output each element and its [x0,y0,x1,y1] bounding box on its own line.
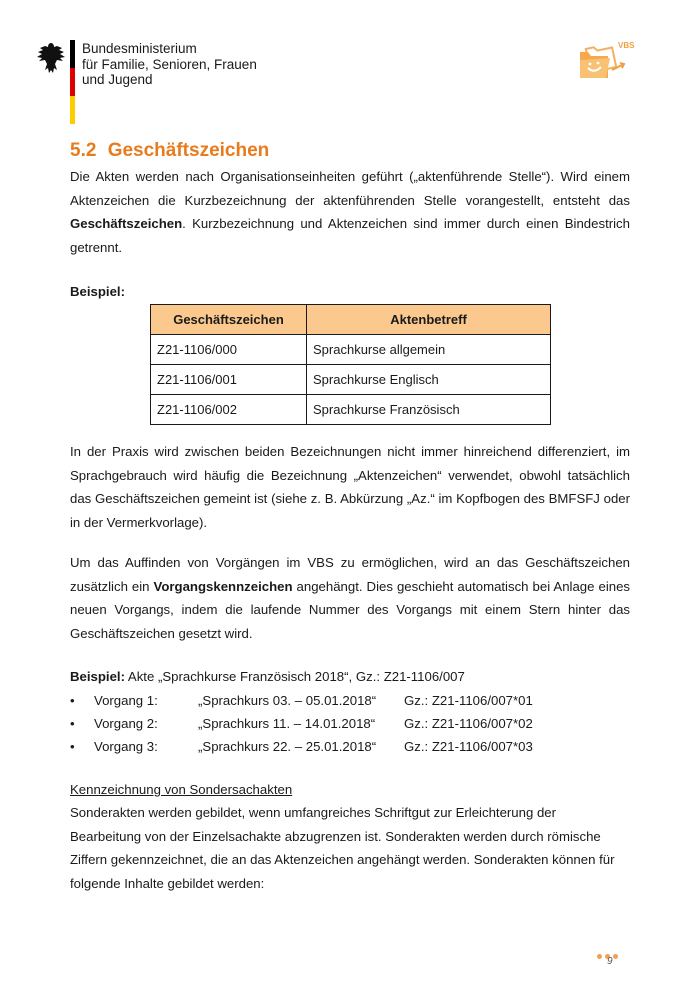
example2-line [70,665,630,689]
vorgang-kurs: „Sprachkurs 11. – 14.01.2018“ [198,716,376,731]
federal-eagle-logo [36,40,66,76]
table-header-cell: Aktenbetreff [307,305,551,335]
vorgang-gz: Gz.: Z21-1106/007*02 [404,716,533,731]
table-cell: Z21-1106/000 [151,335,307,365]
vorgang-label: Vorgang 2: [94,716,158,731]
bullet-icon: • [70,716,75,731]
table-cell: Sprachkurse Französisch [307,395,551,425]
vorgang-label: Vorgang 1: [94,693,158,708]
vbs-text-end: angehängt. Dies geschieht automatisch bei Anlage eines neuen Vorgangs, indem die laufende Nummer des Vorgangs mit einem Stern hinter das Geschäftszeichen gesetzt wird. [70,578,631,641]
practice-paragraph: In der Praxis wird zwischen beiden Bezeichnungen nicht immer hinreichend differenziert, im Sprachgebrauch wird häufig die Bezeichnung „Aktenzeichen“ verwendet, obwohl tatsächlich das Geschäftszeichen gemeint ist (siehe z. B. Abkürzung „Az.“ im Kopfbogen des BMFSFJ oder in der Vermerkvorlage). [70,444,630,530]
sonder-title: Kennzeichnung von Sondersachakten [70,782,293,797]
table-header-cell: Geschäftszeichen [151,305,307,335]
table-row [151,365,551,395]
german-flag-stripe [70,40,75,124]
table-cell: Z21-1106/001 [151,365,307,395]
section-heading [70,140,269,162]
bullet-icon: • [70,739,75,754]
vorgang-gz: Gz.: Z21-1106/007*01 [404,693,533,708]
vbs-logo-text: VBS [618,41,635,50]
vorgang-label: Vorgang 3: [94,739,158,754]
section-title: Geschäftszeichen [107,140,270,161]
bullet-icon: • [70,693,75,708]
example-label: Beispiel: [70,284,125,299]
geschaeftszeichen-table [150,304,551,425]
example2-text: Akte „Sprachkurse Französisch 2018“, Gz.: Z21-1106/007 [124,669,465,684]
table-header-row [151,305,551,335]
table-row [151,335,551,365]
intro-paragraph [70,165,630,259]
table-row [151,395,551,425]
table-cell: Sprachkurse Englisch [307,365,551,395]
sonder-paragraph: Sonderakten werden gebildet, wenn umfangreiches Schriftgut zur Erleichterung der Bearbeitung von der Einzelsachakte abzugrenzen ist. Sonderakten werden durch römische Ziffern gekennzeichnet, die an das Aktenzeichen angehängt werden. Sonderakten können für folgende Inhalte gebildet werden: [70,805,615,891]
vorgang-kurs: „Sprachkurs 03. – 05.01.2018“ [198,693,377,708]
table-cell: Z21-1106/002 [151,395,307,425]
ministry-line: und Jugend [82,72,153,87]
vbs-text: Um das Auffinden von Vorgängen im VBS zu ermöglichen, wird an das Geschäftszeichen zusätzlich ein [70,555,630,594]
intro-text: Die Akten werden nach Organisationseinheiten geführt („aktenführende Stelle“). Wird einem Aktenzeichen die Kurzbezeichnung der aktenführenden Stelle vorangestellt, entsteht das [70,169,630,208]
ministry-name [82,41,257,88]
example2-label: Beispiel: [70,669,125,684]
intro-text-end: . Kurzbezeichnung und Aktenzeichen sind immer durch einen Bindestrich getrennt. [70,216,630,255]
section-number: 5.2 [70,140,97,161]
vbs-bold-term: Vorgangskennzeichen [153,578,293,594]
vbs-paragraph [70,551,630,645]
ministry-line: Bundesministerium [82,41,197,56]
vbs-folder-logo [574,36,638,84]
table-cell: Sprachkurse allgemein [307,335,551,365]
vorgang-kurs: „Sprachkurs 22. – 25.01.2018“ [198,739,377,754]
intro-bold-term: Geschäftszeichen [70,216,183,231]
page-number: 9 [607,956,613,967]
ministry-line: für Familie, Senioren, Frauen [82,56,257,72]
vorgang-gz: Gz.: Z21-1106/007*03 [404,739,533,754]
